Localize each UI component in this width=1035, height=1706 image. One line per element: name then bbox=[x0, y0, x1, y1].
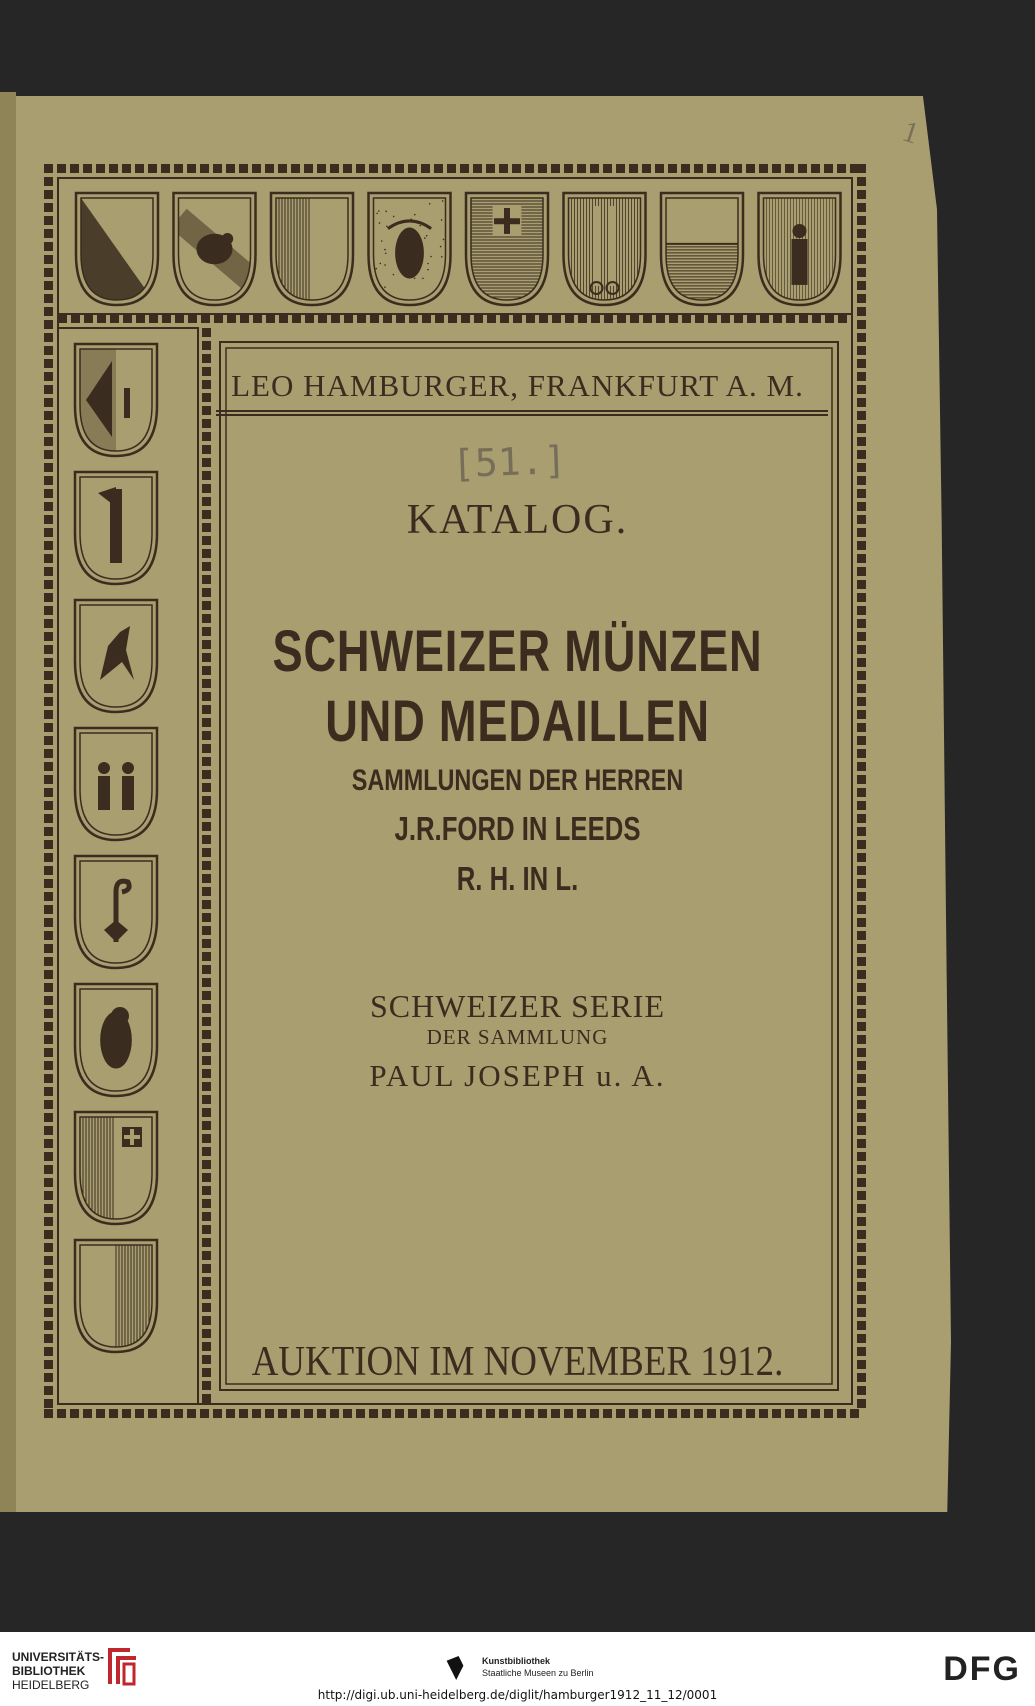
ub-line-1: UNIVERSITÄTS- bbox=[12, 1650, 105, 1664]
publisher-rule-top bbox=[216, 410, 828, 412]
ub-line-3: HEIDELBERG bbox=[12, 1678, 90, 1692]
kunstbibliothek-logo bbox=[482, 1655, 594, 1679]
subtitle-line-2: J.R.FORD IN LEEDS bbox=[394, 810, 641, 847]
digitization-footer bbox=[0, 1632, 1035, 1706]
subtitle-line-3: R. H. IN L. bbox=[456, 860, 579, 897]
bern-bear-shield-icon bbox=[174, 193, 256, 305]
series-line-3: PAUL JOSEPH u. A. bbox=[369, 1058, 666, 1093]
monk-shield-icon bbox=[759, 193, 841, 305]
ub-heidelberg-logo bbox=[12, 1650, 104, 1692]
keys-shield-icon bbox=[564, 193, 646, 305]
striped-shield-icon bbox=[75, 1240, 157, 1352]
zug-shield-icon bbox=[661, 193, 743, 305]
cross-shield-icon bbox=[75, 1112, 157, 1224]
frame-dash-bottom bbox=[44, 1409, 859, 1418]
publisher-name: LEO HAMBURGER, FRANKFURT A. M. bbox=[231, 368, 804, 403]
series-line-2: DER SAMMLUNG bbox=[426, 1025, 609, 1049]
permalink-url[interactable]: http://digi.ub.uni-heidelberg.de/diglit/hamburger1912_11_12/0001 bbox=[317, 1688, 718, 1702]
auction-date: AUKTION IM NOVEMBER 1912. bbox=[251, 1339, 784, 1385]
uri-bull-shield-icon bbox=[369, 193, 451, 305]
schwyz-cross-shield-icon bbox=[466, 193, 548, 305]
subtitle-line-1: SAMMLUNGEN DER HERREN bbox=[351, 764, 684, 797]
series-line-1: SCHWEIZER SERIE bbox=[370, 988, 665, 1024]
corner-pencil-note: 1 bbox=[898, 114, 923, 151]
dfg-logo: DFG bbox=[943, 1650, 1021, 1688]
frame-dash-top bbox=[44, 164, 859, 173]
ub-heidelberg-mark-icon bbox=[104, 1644, 140, 1688]
lucerne-shield-icon bbox=[271, 193, 353, 305]
title-line-1: SCHWEIZER MÜNZEN bbox=[272, 619, 763, 684]
zurich-shield-icon bbox=[76, 193, 158, 305]
frame-dash-divider bbox=[58, 314, 847, 323]
catalog-heading: KATALOG. bbox=[406, 497, 629, 543]
ub-line-2: BIBLIOTHEK bbox=[12, 1664, 86, 1678]
frame-dash-left bbox=[44, 164, 53, 1408]
kb-line-1: Kunstbibliothek bbox=[482, 1656, 550, 1666]
title-line-2: UND MEDAILLEN bbox=[325, 689, 710, 754]
publisher-rule-bottom bbox=[216, 414, 828, 416]
kunstbibliothek-mark-icon bbox=[444, 1656, 466, 1680]
handwritten-catalog-number: [51.] bbox=[451, 438, 568, 486]
kb-line-2: Staatliche Museen zu Berlin bbox=[482, 1668, 594, 1678]
